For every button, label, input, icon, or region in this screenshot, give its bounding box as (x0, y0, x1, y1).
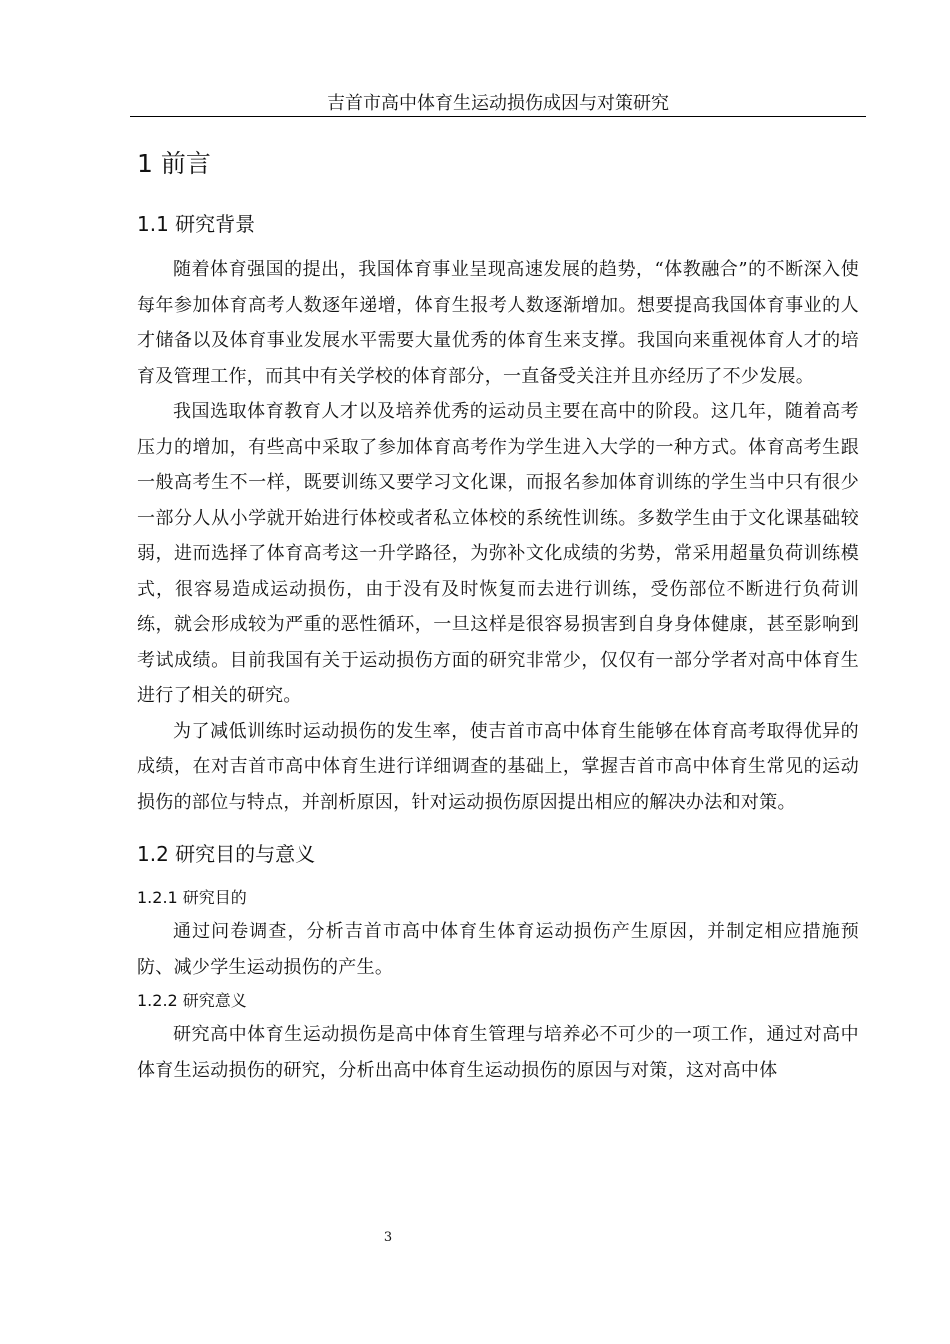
paragraph: 通过问卷调查，分析吉首市高中体育生体育运动损伤产生原因，并制定相应措施预防、减少学生运动损伤的产生。 (137, 921, 859, 978)
running-header: 吉首市高中体育生运动损伤成因与对策研究 (327, 93, 669, 114)
paragraph: 研究高中体育生运动损伤是高中体育生管理与培养必不可少的一项工作，通过对高中体育生运动损伤的研究，分析出高中体育生运动损伤的原因与对策，这对高中体 (137, 1024, 859, 1081)
page-number: 3 (383, 1230, 393, 1245)
header-rule (130, 116, 866, 117)
section-heading-1-2: 1.2 研究目的与意义 (137, 842, 316, 866)
paragraph: 我国选取体育教育人才以及培养优秀的运动员主要在高中的阶段。这几年，随着高考压力的增加，有些高中采取了参加体育高考作为学生进入大学的一种方式。体育高考生跟一般高考生不一样，既要训练又要学习文化课，而报名参加体育训练的学生当中只有很少一部分人从小学就开始进行体校或者私立体校的系统性训练。多数学生由于文化课基础较弱，进而选择了体育高考这一升学路径，为弥补文化成绩的劣势，常采用超量负荷训练模式，很容易造成运动损伤，由于没有及时恢复而去进行训练，受伤部位不断进行负荷训练，就会形成较为严重的恶性循环，一旦这样是很容易损害到自身身体健康，甚至影响到考试成绩。目前我国有关于运动损伤方面的研究非常少，仅仅有一部分学者对高中体育生进行了相关的研究。 (137, 401, 859, 706)
section-heading-1-1: 1.1 研究背景 (137, 212, 256, 236)
paragraph: 随着体育强国的提出，我国体育事业呈现高速发展的趋势，“体教融合”的不断深入使每年参加体育高考人数逐年递增，体育生报考人数逐渐增加。想要提高我国体育事业的人才储备以及体育事业发展水平需要大量优秀的体育生来支撑。我国向来重视体育人才的培育及管理工作，而其中有关学校的体育部分，一直备受关注并且亦经历了不少发展。 (137, 259, 859, 387)
subsection-heading-1-2-2: 1.2.2 研究意义 (137, 991, 247, 1010)
page-content (137, 140, 859, 1088)
chapter-heading: 1 前言 (137, 149, 211, 178)
subsection-heading-1-2-1: 1.2.1 研究目的 (137, 888, 247, 907)
paragraph: 为了减低训练时运动损伤的发生率，使吉首市高中体育生能够在体育高考取得优异的成绩，在对吉首市高中体育生进行详细调查的基础上，掌握吉首市高中体育生常见的运动损伤的部位与特点，并剖析原因，针对运动损伤原因提出相应的解决办法和对策。 (137, 720, 859, 813)
